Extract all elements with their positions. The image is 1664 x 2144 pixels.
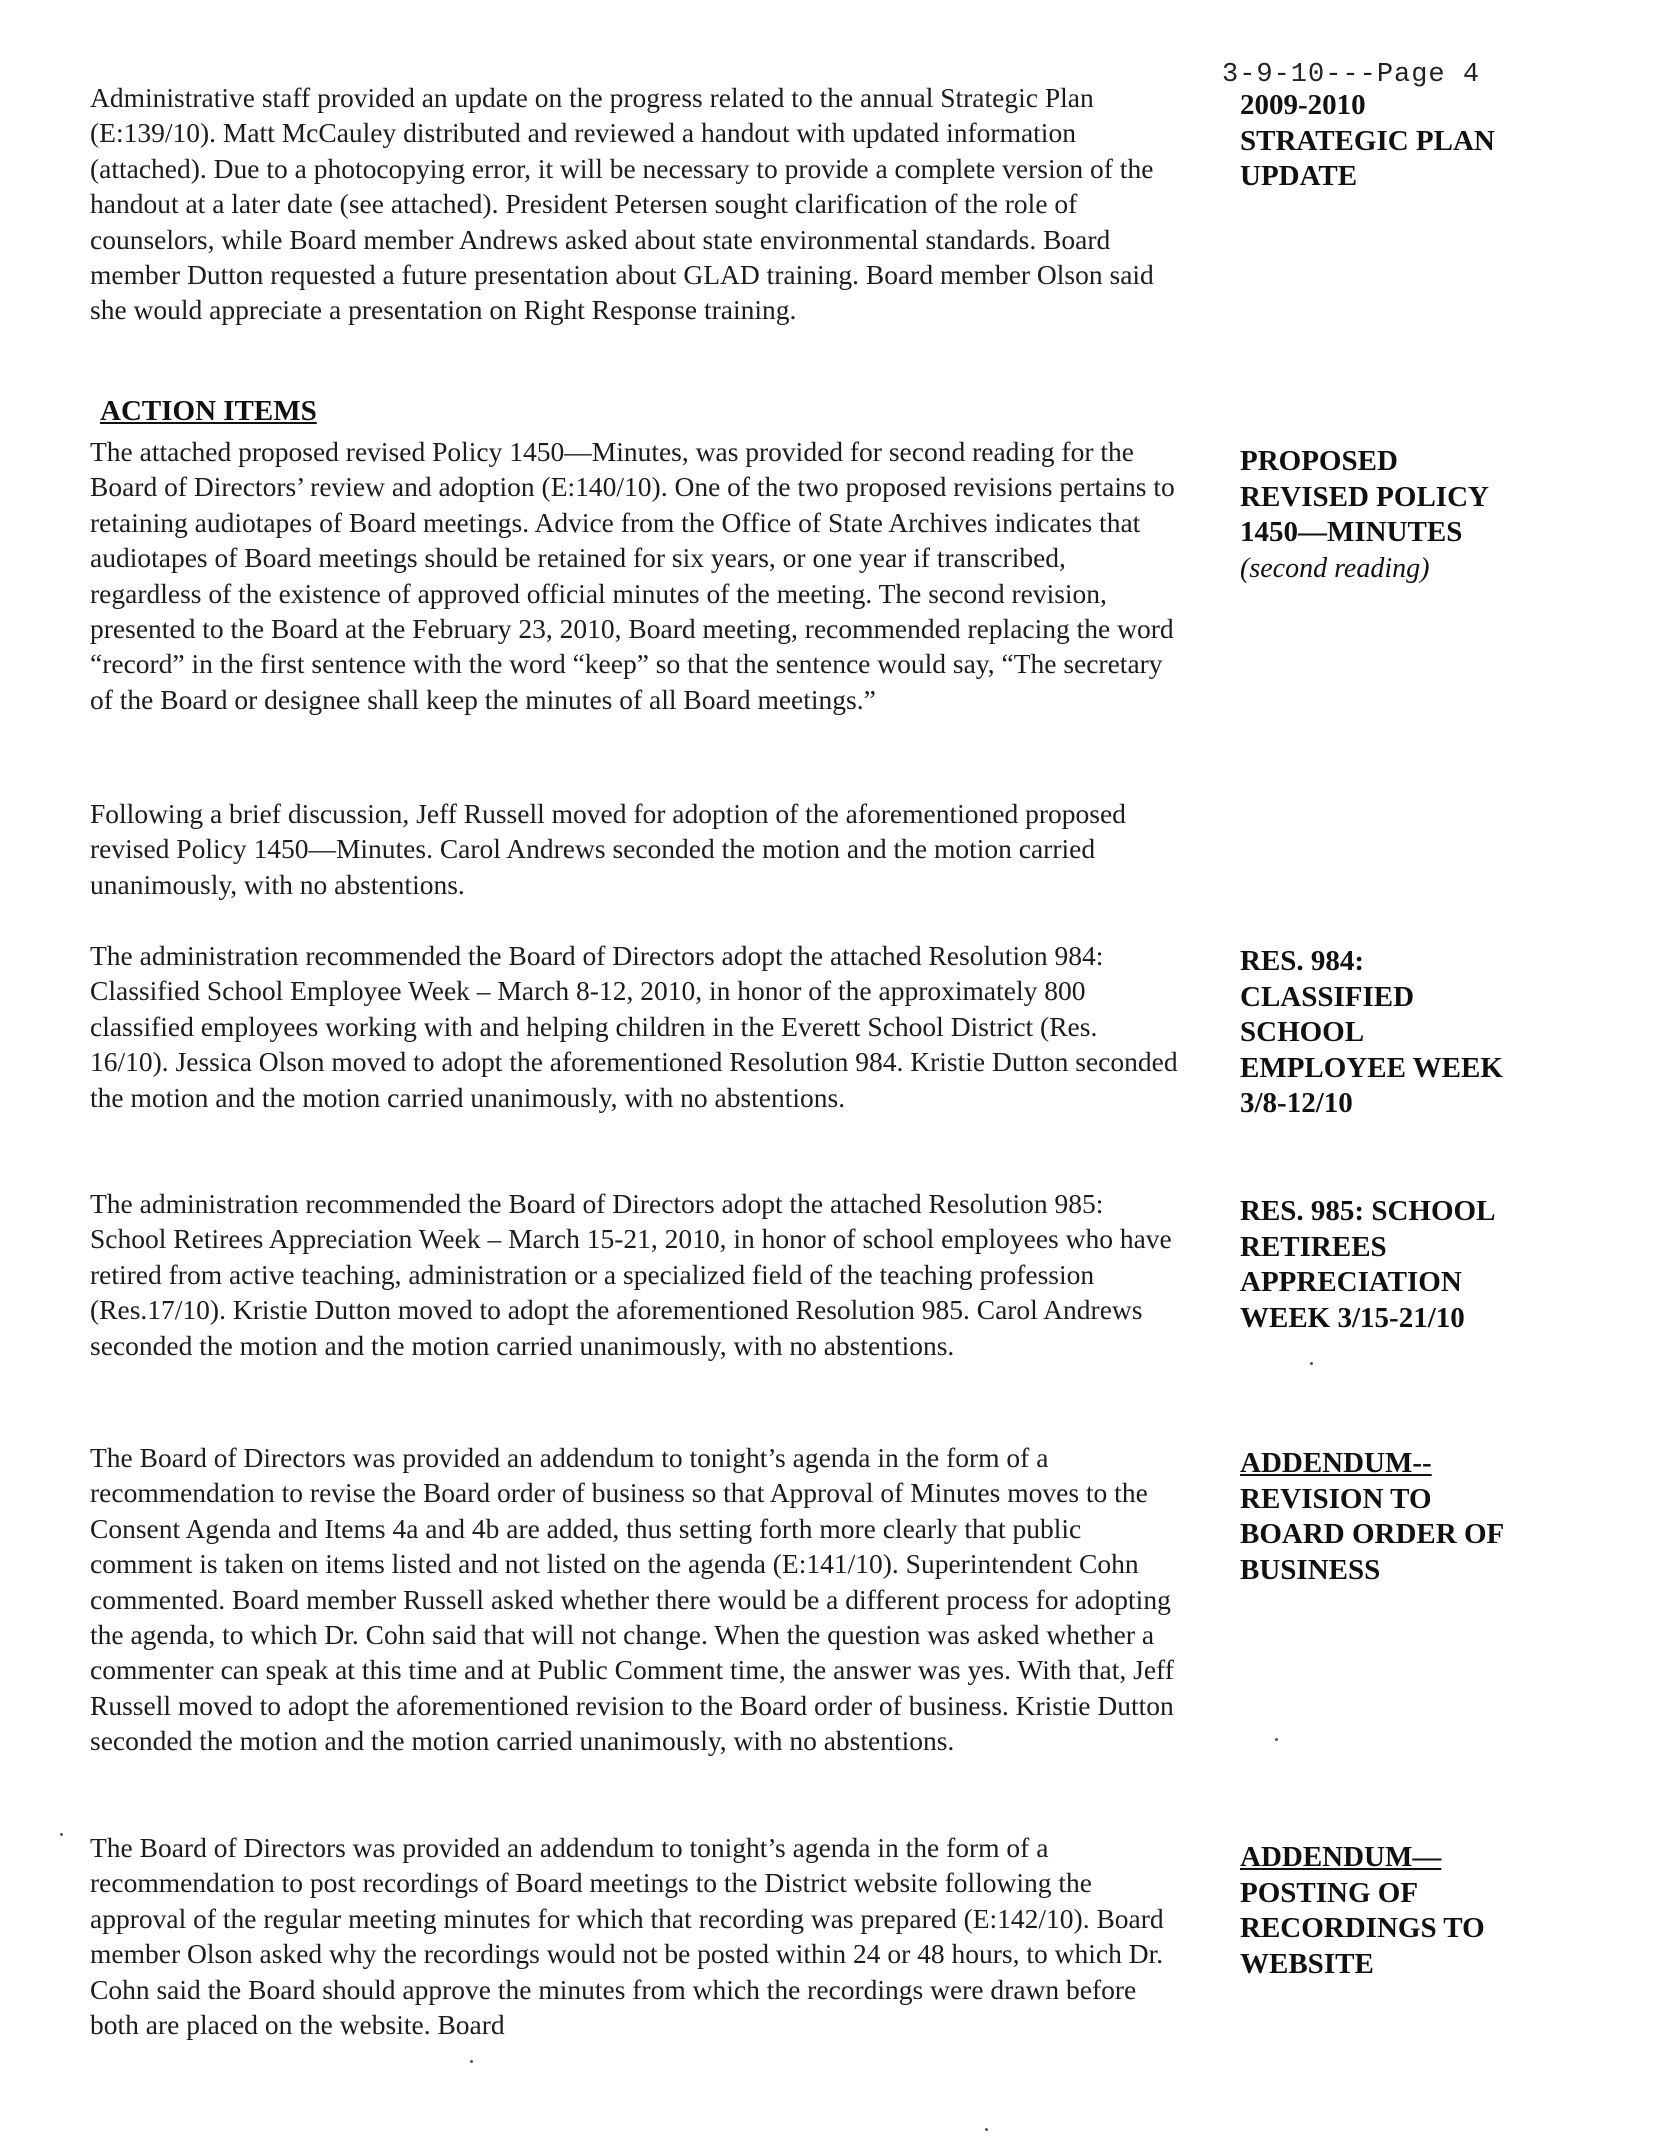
policy-1450-heading [1240,444,1570,586]
scan-speck [470,2060,473,2063]
action-items-title: ACTION ITEMS [100,395,317,427]
res-984-heading [1240,944,1570,1122]
heading-line: RECORDINGS TO [1240,1912,1485,1944]
policy-1450-paragraph: The attached proposed revised Policy 1450—Minutes, was provided for second reading for the Board of Directors’ review and adoption (E:140/10). One of the two proposed revisions pertains to retaining audiotapes of Board meetings. Advice from the Office of State Archives indicates that audiotapes of Board meetings should be retained for six years, or one year if transcribed, regardless of the existence of approved official minutes of the meeting. The second revision, presented to the Board at the February 23, 2010, Board meeting, recommended replacing the word “record” in the first sentence with the word “keep” so that the sentence would say, “The secretary of the Board or designee shall keep the minutes of all Board meetings.” [90,436,1175,715]
addendum-recordings-paragraph: The Board of Directors was provided an addendum to tonight’s agenda in the form of a recommendation to post recordings of Board meetings to the District website following the approval of the regular meeting minutes for which that recording was prepared (E:142/10). Board member Olson asked why the recordings would not be posted within 24 or 48 hours, to which Dr. Cohn said the Board should approve the minutes from which the recordings were drawn before both are placed on the website. Board [90,1832,1164,2041]
addendum-order-heading [1240,1446,1570,1588]
scan-speck [985,2128,988,2131]
heading-line: RES. 984: [1240,945,1365,977]
heading-note: (second reading) [1240,552,1430,584]
heading-line: ADDENDUM— [1240,1841,1442,1873]
heading-line: POSTING OF [1240,1876,1419,1909]
heading-line: STRATEGIC PLAN [1240,124,1495,157]
heading-line: PROPOSED [1240,445,1398,477]
heading-line: 2009-2010 [1240,89,1366,121]
heading-line: BUSINESS [1240,1553,1381,1586]
strategic-plan-heading [1240,88,1570,195]
strategic-plan-paragraph: Administrative staff provided an update on the progress related to the annual Strategic Plan (E:139/10). Matt McCauley distributed and reviewed a handout with updated information (attached). Due to a photocopying error, it will be necessary to provide a complete version of the handout at a later date (see attached). President Petersen sought clarification of the role of counselors, while Board member Andrews asked about state environmental standards. Board member Dutton requested a future presentation about GLAD training. Board member Olson said she would appreciate a presentation on Right Response training. [90,82,1154,326]
heading-line: 3/8-12/10 [1240,1087,1353,1119]
heading-line: UPDATE [1240,160,1358,192]
heading-line: APPRECIATION [1240,1266,1462,1298]
heading-line: 1450—MINUTES [1240,516,1463,548]
heading-line: CLASSIFIED [1240,980,1415,1013]
addendum-order-paragraph: The Board of Directors was provided an addendum to tonight’s agenda in the form of a recommendation to revise the Board order of business so that Approval of Minutes moves to the Consent Agenda and Items 4a and 4b are added, thus setting forth more clearly that public comment is taken on items listed and not listed on the agenda (E:141/10). Superintendent Cohn commented. Board member Russell asked whether there would be a different process for adopting the agenda, to which Dr. Cohn said that will not change. When the question was asked whether a commenter can speak at this time and at Public Comment time, the answer was yes. With that, Jeff Russell moved to adopt the aforementioned revision to the Board order of business. Kristie Dutton seconded the motion and the motion carried unanimously, with no abstentions. [90,1442,1174,1757]
heading-line: SCHOOL [1240,1016,1365,1048]
heading-line: REVISION TO [1240,1482,1432,1515]
res-984-paragraph: The administration recommended the Board of Directors adopt the attached Resolution 984: Classified School Employee Week – March 8-12, 2010, in honor of the approximately 800 classified employees working with and helping children in the Everett School District (Res. 16/10). Jessica Olson moved to adopt the aforementioned Resolution 984. Kristie Dutton seconded the motion and the motion carried unanimously, with no abstentions. [90,940,1178,1113]
heading-line: WEEK 3/15-21/10 [1240,1301,1465,1334]
addendum-recordings-heading [1240,1840,1570,1982]
heading-line: ADDENDUM-- [1240,1447,1432,1479]
policy-1450-motion-paragraph: Following a brief discussion, Jeff Russell moved for adoption of the aforementioned proposed revised Policy 1450—Minutes. Carol Andrews seconded the motion and the motion carried unanimously, with no abstentions. [90,798,1126,900]
page-number-header: 3-9-10---Page 4 [1222,60,1481,90]
heading-line: REVISED POLICY [1240,480,1489,513]
scan-speck [60,1833,63,1836]
res-985-paragraph: The administration recommended the Board of Directors adopt the attached Resolution 985: School Retirees Appreciation Week – March 15-21, 2010, in honor of school employees who have retired from active teaching, administration or a specialized field of the teaching profession (Res.17/10). Kristie Dutton moved to adopt the aforementioned Resolution 985. Carol Andrews seconded the motion and the motion carried unanimously, with no abstentions. [90,1188,1172,1361]
res-985-heading [1240,1194,1570,1336]
heading-line: EMPLOYEE WEEK [1240,1051,1503,1084]
heading-line: BOARD ORDER OF [1240,1518,1505,1550]
heading-line: WEBSITE [1240,1947,1374,1980]
scan-speck [1275,1738,1278,1741]
heading-line: RETIREES [1240,1230,1387,1263]
heading-line: RES. 985: SCHOOL [1240,1195,1496,1227]
scan-speck [1310,1362,1313,1365]
